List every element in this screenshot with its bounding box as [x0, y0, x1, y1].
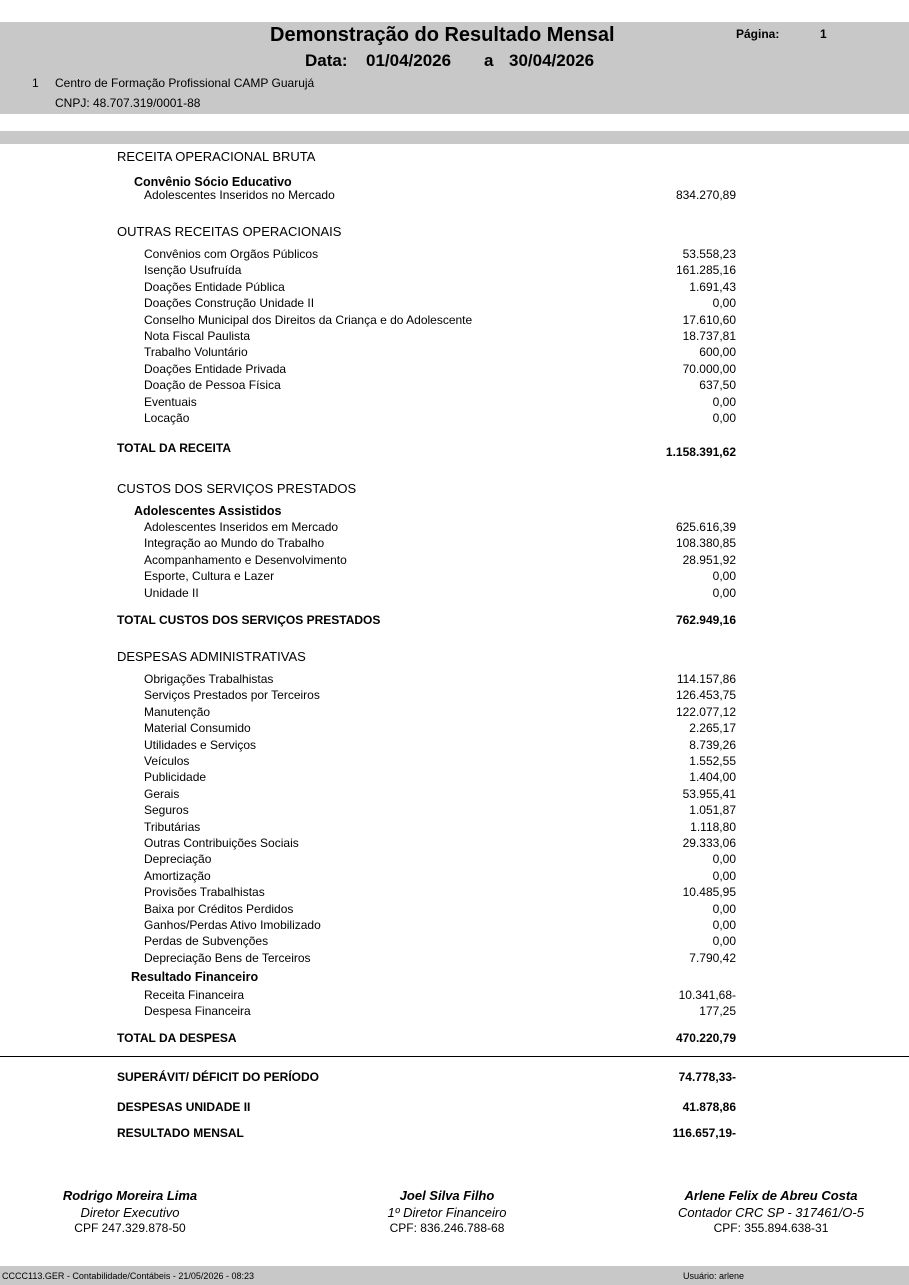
- despesa-item-value: 1.118,80: [690, 819, 736, 834]
- despesa-item-value: 0,00: [712, 901, 736, 916]
- outras-receitas-item-value: 161.285,16: [675, 263, 736, 278]
- page-number: 1: [820, 27, 827, 41]
- outras-receitas-item-value: 637,50: [699, 378, 736, 393]
- signature-role: Contador CRC SP - 317461/O-5: [678, 1205, 864, 1220]
- signature-name: Joel Silva Filho: [399, 1188, 495, 1203]
- despesa-item-label: Outras Contribuições Sociais: [144, 836, 299, 850]
- group-title-convenio: Convênio Sócio Educativo: [134, 175, 292, 189]
- custos-item-value: 625.616,39: [675, 520, 736, 534]
- signature-role: 1º Diretor Financeiro: [387, 1205, 507, 1220]
- despesa-item-label: Provisões Trabalhistas: [144, 885, 265, 900]
- signature-cpf: CPF: 355.894.638-31: [713, 1221, 829, 1235]
- financeiro-item-label: Receita Financeira: [144, 988, 245, 1002]
- outras-receitas-item-label: Eventuais: [144, 394, 197, 409]
- date-separator: a: [484, 51, 494, 70]
- entity-cnpj: CNPJ: 48.707.319/0001-88: [55, 96, 201, 110]
- result-label: DESPESAS UNIDADE II: [117, 1100, 251, 1114]
- despesa-item-label: Depreciação: [144, 852, 212, 867]
- despesa-item-label: Perdas de Subvenções: [144, 934, 269, 949]
- despesa-item-value: 126.453,75: [675, 688, 736, 703]
- outras-receitas-item-label: Trabalho Voluntário: [144, 345, 248, 360]
- outras-receitas-item-label: Doações Entidade Privada: [144, 361, 287, 376]
- total-receita-label: TOTAL DA RECEITA: [117, 441, 231, 455]
- group-title-resultado-financeiro: Resultado Financeiro: [131, 970, 259, 984]
- signature-name: Rodrigo Moreira Lima: [62, 1188, 198, 1203]
- despesa-item-value: 29.333,06: [682, 836, 736, 850]
- despesa-item-value: 53.955,41: [682, 786, 736, 801]
- outras-receitas-item-label: Doações Construção Unidade II: [144, 296, 315, 311]
- despesa-item-value: 122.077,12: [675, 704, 736, 719]
- total-despesa-label: TOTAL DA DESPESA: [117, 1031, 237, 1045]
- total-despesa-value: 470.220,79: [675, 1031, 736, 1045]
- outras-receitas-item-value: 53.558,23: [682, 247, 736, 261]
- despesa-item-label: Utilidades e Serviços: [144, 737, 257, 752]
- custos-item-value: 28.951,92: [682, 552, 736, 567]
- section-title-custos: CUSTOS DOS SERVIÇOS PRESTADOS: [117, 481, 357, 496]
- despesa-item-label: Depreciação Bens de Terceiros: [144, 950, 311, 965]
- outras-receitas-item-value: 18.737,81: [682, 329, 736, 343]
- custos-item-value: 0,00: [712, 585, 736, 600]
- header-divider-band: [0, 131, 909, 144]
- outras-receitas-item-label: Conselho Municipal dos Direitos da Criança e do Adolescente: [144, 312, 473, 327]
- outras-receitas-item-value: 0,00: [712, 296, 736, 311]
- outras-receitas-item-label: Doação de Pessoa Física: [144, 378, 281, 393]
- despesa-item-value: 0,00: [712, 852, 736, 867]
- despesa-item-label: Manutenção: [144, 704, 211, 719]
- despesa-item-label: Ganhos/Perdas Ativo Imobilizado: [144, 918, 321, 932]
- date-to: 30/04/2026: [509, 51, 595, 70]
- result-value: 116.657,19-: [672, 1126, 736, 1140]
- outras-receitas-item-value: 0,00: [712, 394, 736, 409]
- financeiro-item-label: Despesa Financeira: [144, 1004, 251, 1019]
- despesa-item-label: Seguros: [144, 803, 189, 818]
- group-title-assistidos: Adolescentes Assistidos: [134, 504, 282, 518]
- despesa-item-value: 1.051,87: [689, 803, 736, 818]
- date-label: Data:: [305, 51, 348, 70]
- despesa-item-label: Baixa por Créditos Perdidos: [144, 901, 294, 916]
- entity-code: 1: [32, 76, 39, 90]
- outras-receitas-item-label: Locação: [144, 411, 190, 425]
- despesa-item-value: 0,00: [712, 868, 736, 883]
- outras-receitas-item-value: 600,00: [699, 345, 736, 360]
- despesa-item-label: Serviços Prestados por Terceiros: [144, 688, 320, 703]
- outras-receitas-item-label: Convênios com Orgãos Públicos: [144, 247, 319, 261]
- signature-cpf: CPF 247.329.878-50: [74, 1221, 186, 1235]
- custos-item-label: Esporte, Cultura e Lazer: [144, 569, 275, 584]
- section-title-receita: RECEITA OPERACIONAL BRUTA: [117, 149, 316, 164]
- financeiro-item-value: 10.341,68-: [678, 988, 736, 1002]
- despesa-item-label: Obrigações Trabalhistas: [144, 672, 274, 686]
- custos-item-label: Integração ao Mundo do Trabalho: [144, 536, 325, 551]
- outras-receitas-item-label: Nota Fiscal Paulista: [144, 329, 251, 343]
- page-label: Página:: [736, 27, 780, 41]
- results-divider: [0, 1056, 909, 1057]
- footer-system-info: CCCC113.GER - Contabilidade/Contábeis - 21/05/2026 - 08:23: [2, 1271, 254, 1281]
- custos-item-label: Acompanhamento e Desenvolvimento: [144, 552, 347, 567]
- custos-item-value: 108.380,85: [675, 536, 736, 551]
- custos-item-label: Adolescentes Inseridos em Mercado: [144, 520, 339, 534]
- total-custos-label: TOTAL CUSTOS DOS SERVIÇOS PRESTADOS: [117, 613, 381, 627]
- entity-name: Centro de Formação Profissional CAMP Guarujá: [55, 76, 315, 90]
- total-custos-value: 762.949,16: [675, 613, 736, 627]
- despesa-item-value: 0,00: [712, 918, 736, 932]
- date-from: 01/04/2026: [366, 51, 452, 70]
- despesa-item-value: 1.552,55: [689, 754, 736, 768]
- signature-name: Arlene Felix de Abreu Costa: [684, 1188, 858, 1203]
- total-receita-value: 1.158.391,62: [665, 445, 736, 459]
- despesa-item-value: 1.404,00: [689, 770, 736, 785]
- despesa-item-value: 7.790,42: [689, 950, 736, 965]
- signature-role: Diretor Executivo: [80, 1205, 180, 1220]
- result-label: RESULTADO MENSAL: [117, 1126, 244, 1140]
- despesa-item-value: 10.485,95: [682, 885, 736, 900]
- result-label: SUPERÁVIT/ DÉFICIT DO PERÍODO: [117, 1070, 320, 1084]
- despesa-item-value: 114.157,86: [676, 672, 736, 686]
- signature-cpf: CPF: 836.246.788-68: [389, 1221, 505, 1235]
- financeiro-item-value: 177,25: [699, 1004, 736, 1019]
- despesa-item-value: 8.739,26: [689, 737, 736, 752]
- outras-receitas-item-value: 0,00: [712, 411, 736, 425]
- report-title: Demonstração do Resultado Mensal: [270, 24, 615, 46]
- despesa-item-label: Material Consumido: [144, 721, 251, 736]
- custos-item-value: 0,00: [712, 569, 736, 584]
- result-value: 41.878,86: [682, 1100, 736, 1114]
- outras-receitas-item-value: 70.000,00: [682, 361, 736, 376]
- despesa-item-label: Tributárias: [144, 819, 201, 834]
- custos-item-label: Unidade II: [144, 585, 199, 600]
- outras-receitas-item-value: 17.610,60: [682, 312, 736, 327]
- outras-receitas-item-value: 1.691,43: [689, 279, 736, 294]
- outras-receitas-item-label: Isenção Usufruída: [144, 263, 242, 278]
- despesa-item-label: Publicidade: [144, 770, 207, 785]
- receita-item-label: Adolescentes Inseridos no Mercado: [144, 188, 335, 202]
- footer-user: Usuário: arlene: [683, 1271, 745, 1281]
- despesa-item-label: Veículos: [144, 754, 190, 768]
- despesa-item-label: Gerais: [144, 786, 180, 801]
- outras-receitas-item-label: Doações Entidade Pública: [144, 279, 285, 294]
- section-title-outras-receitas: OUTRAS RECEITAS OPERACIONAIS: [117, 224, 342, 239]
- despesa-item-value: 0,00: [712, 934, 736, 949]
- despesa-item-label: Amortização: [144, 868, 211, 883]
- despesa-item-value: 2.265,17: [689, 721, 736, 736]
- receita-item-value: 834.270,89: [675, 188, 736, 202]
- section-title-despesas: DESPESAS ADMINISTRATIVAS: [117, 649, 306, 664]
- result-value: 74.778,33-: [678, 1070, 736, 1084]
